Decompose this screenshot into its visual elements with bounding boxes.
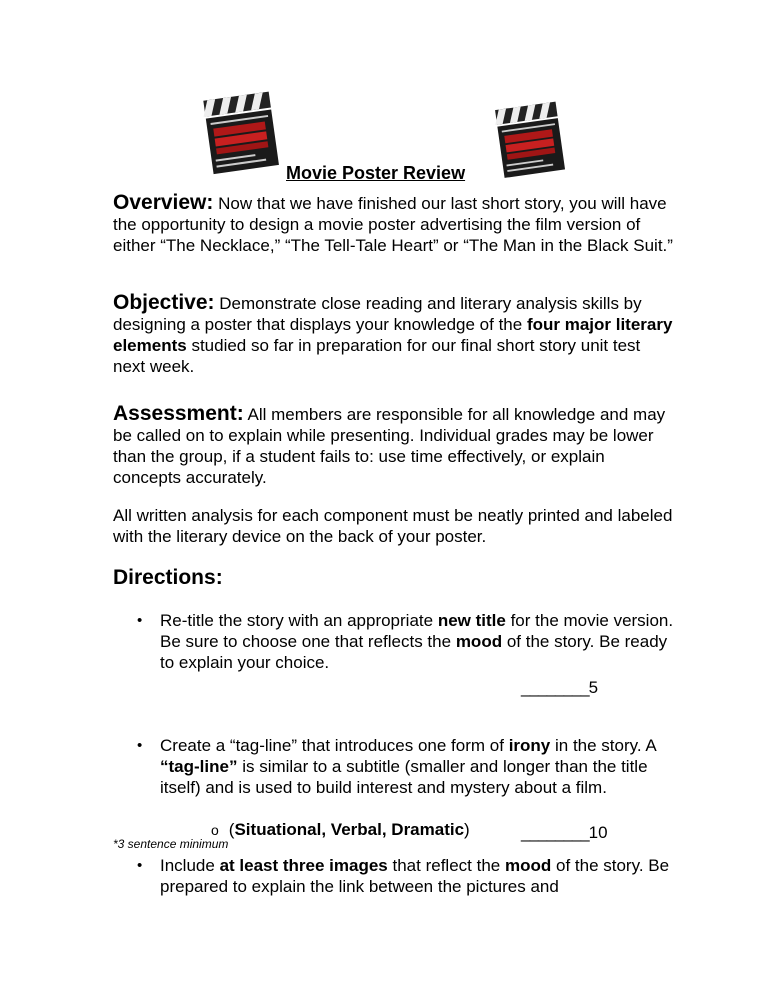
points-value: 10 xyxy=(588,823,608,842)
assessment-text: All members are responsible for all knowledge and may be called on to explain while presenting. Individual grades may be lower than the group, if a student fails to: use time effectively, or explain concepts accurately. xyxy=(113,405,666,487)
item-text: Create a “tag-line” that introduces one form of xyxy=(160,736,504,755)
objective-heading: Objective: xyxy=(113,291,215,314)
item-bold: irony xyxy=(508,736,551,755)
points-blank xyxy=(521,677,598,698)
list-item xyxy=(138,610,678,673)
points-value: 5 xyxy=(588,678,599,697)
item-text: that reflect the xyxy=(392,856,501,875)
circle-bullet-icon: o xyxy=(211,822,219,838)
item-text: of the story. Be ready to explain your choice. xyxy=(160,632,668,672)
list-item xyxy=(138,735,678,798)
item-text: in the story. A xyxy=(554,736,656,755)
paren: ) xyxy=(464,820,470,839)
item-bold: new title xyxy=(437,611,506,630)
bullet-icon: • xyxy=(137,612,143,629)
bullet-icon: • xyxy=(137,737,143,754)
overview-text: Now that we have finished our last short story, you will have the opportunity to design a movie poster advertising the film version of either “The Necklace,” “The Tell-Tale Heart” or “The Man in the Black Suit.” xyxy=(113,194,673,255)
clapperboard-image xyxy=(200,88,280,176)
bullet-icon: • xyxy=(137,857,143,874)
objective-text: Demonstrate close reading and literary analysis skills by designing a poster that displays your knowledge of the xyxy=(113,294,642,334)
assessment-heading: Assessment: xyxy=(113,402,244,425)
sentence-minimum-note: *3 sentence minimum xyxy=(113,837,229,851)
written-analysis-note: All written analysis for each component must be neatly printed and labeled with the literary device on the back of your poster. xyxy=(113,506,673,546)
list-item xyxy=(138,855,678,897)
paren: ( xyxy=(228,820,235,839)
directions-heading: Directions: xyxy=(113,566,223,589)
objective-text-end: studied so far in preparation for our final short story unit test next week. xyxy=(113,336,641,376)
item-bold: mood xyxy=(455,632,503,651)
objective-bold: four major literary elements xyxy=(113,315,673,355)
item-text: Re-title the story with an appropriate xyxy=(160,611,434,630)
sub-list-item xyxy=(211,819,470,841)
blank-line: ________ xyxy=(521,678,589,697)
item-text: of the story. Be prepared to explain the link between the pictures and xyxy=(160,856,670,896)
page-title: Movie Poster Review xyxy=(286,163,466,183)
irony-types: Situational, Verbal, Dramatic xyxy=(234,820,465,839)
overview-section xyxy=(113,192,673,256)
item-bold: at least three images xyxy=(219,856,388,875)
clapperboard-image xyxy=(492,98,566,180)
assessment-section xyxy=(113,403,673,488)
item-bold: “tag-line” xyxy=(160,757,238,776)
blank-line: ________ xyxy=(521,823,589,842)
points-blank xyxy=(521,822,608,843)
item-text: for the movie version. Be sure to choose one that reflects the xyxy=(160,611,674,651)
item-text: Include xyxy=(160,856,215,875)
overview-heading: Overview: xyxy=(113,191,214,214)
item-text: is similar to a subtitle (smaller and longer than the title itself) and is used to build interest and mystery about a film. xyxy=(160,757,648,797)
objective-section xyxy=(113,292,673,377)
item-bold: mood xyxy=(504,856,552,875)
